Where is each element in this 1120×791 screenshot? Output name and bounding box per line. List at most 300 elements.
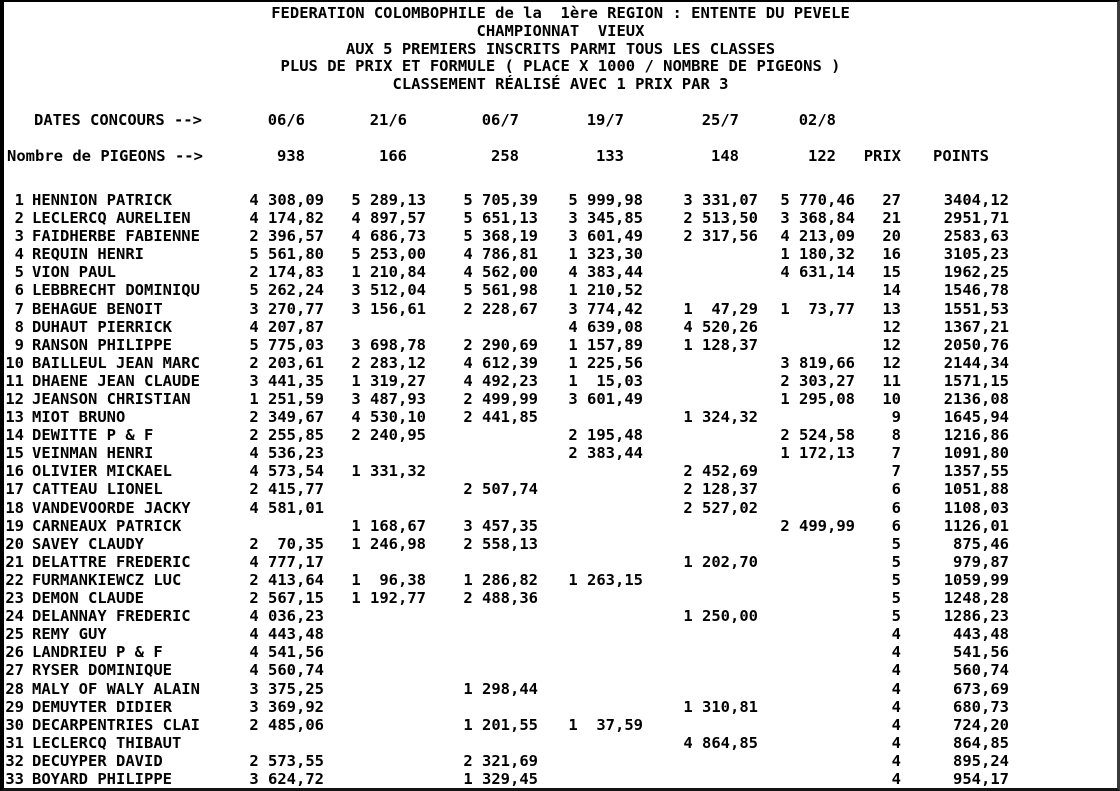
- filler-cell: [1009, 589, 1117, 607]
- result-cell: [643, 426, 758, 444]
- result-cell: 1 250,00: [683, 607, 759, 626]
- result-cell: 2 513,50: [683, 209, 759, 228]
- table-row: [4, 661, 1117, 679]
- table-row: [4, 191, 1117, 209]
- result-cell: [426, 607, 538, 625]
- result-cell: 1 210,84: [351, 263, 427, 282]
- result-cell: 3 368,84: [780, 209, 856, 228]
- pigeons-count-4: 133: [596, 146, 625, 165]
- result-cell: [426, 444, 538, 462]
- table-row: [4, 680, 1117, 698]
- rank-cell: 32: [5, 751, 24, 770]
- result-cell: 5 775,03: [249, 335, 325, 354]
- prix-cell: 20: [882, 227, 902, 246]
- points-column-header: POINTS: [933, 146, 990, 165]
- name-cell: CARNEAUX PATRICK: [32, 516, 182, 535]
- filler-cell: [1009, 191, 1117, 209]
- points-cell: 1248,28: [943, 589, 1010, 608]
- result-cell: 2 203,61: [249, 353, 325, 372]
- result-cell: 1 225,56: [568, 353, 644, 372]
- result-cell: 4 573,54: [249, 462, 325, 481]
- result-cell: 4 541,56: [249, 643, 325, 662]
- result-cell: [538, 770, 643, 788]
- rank-cell: 9: [14, 335, 24, 354]
- table-row: [4, 354, 1117, 372]
- points-cell: 895,24: [953, 751, 1010, 770]
- filler-cell: [1009, 680, 1117, 698]
- result-cell: 2 524,58: [780, 426, 856, 445]
- spacer-row: [4, 171, 1117, 191]
- result-cell: [758, 716, 855, 734]
- result-cell: 3 441,35: [249, 371, 325, 390]
- name-cell: RYSER DOMINIQUE: [32, 661, 172, 680]
- prix-cell: 6: [891, 480, 902, 499]
- result-cell: 5 561,98: [463, 281, 539, 300]
- result-cell: 2 283,12: [351, 353, 427, 372]
- result-cell: 1 168,67: [351, 516, 427, 535]
- result-cell: [643, 770, 758, 788]
- prix-cell: 16: [882, 245, 902, 264]
- filler-cell: [1009, 625, 1117, 643]
- filler-cell: [1009, 607, 1117, 625]
- result-cell: [758, 589, 855, 607]
- rank-cell: 27: [5, 661, 24, 680]
- prix-cell: 6: [891, 516, 902, 535]
- filler-cell: [1009, 535, 1117, 553]
- result-cell: 2 507,74: [463, 480, 539, 499]
- name-cell: DEMON CLAUDE: [32, 589, 144, 608]
- filler-cell: [1009, 227, 1117, 245]
- result-cell: [643, 372, 758, 390]
- table-row: [4, 499, 1117, 517]
- result-cell: [538, 553, 643, 571]
- pigeons-count-6: 122: [808, 146, 837, 165]
- points-cell: 2136,08: [943, 390, 1010, 409]
- result-cell: [758, 698, 855, 716]
- result-cell: 2 415,77: [249, 480, 325, 499]
- result-cell: [758, 336, 855, 354]
- result-cell: 3 375,25: [249, 679, 325, 698]
- name-cell: MIOT BRUNO: [32, 408, 126, 427]
- result-cell: [324, 499, 426, 517]
- filler-cell: [1009, 480, 1117, 498]
- name-cell: VION PAUL: [32, 263, 116, 282]
- result-cell: 1 96,38: [351, 570, 427, 589]
- result-cell: 3 345,85: [568, 209, 644, 228]
- result-cell: 5 368,19: [463, 227, 539, 246]
- result-cell: 5 561,80: [249, 245, 325, 264]
- result-cell: [538, 499, 643, 517]
- prix-cell: 14: [882, 281, 902, 300]
- filler-cell: [1009, 444, 1117, 462]
- result-cell: 4 777,17: [249, 552, 325, 571]
- result-cell: [643, 390, 758, 408]
- result-cell: 4 786,81: [463, 245, 539, 264]
- result-cell: 2 195,48: [568, 426, 644, 445]
- result-cell: 1 192,77: [351, 589, 427, 608]
- points-cell: 2144,34: [943, 353, 1010, 372]
- result-cell: [758, 535, 855, 553]
- points-cell: 1059,99: [943, 570, 1010, 589]
- rank-cell: 25: [5, 625, 24, 644]
- points-cell: 1051,88: [943, 480, 1010, 499]
- prix-cell: 13: [882, 299, 902, 318]
- result-cell: 2 413,64: [249, 570, 325, 589]
- points-cell: 954,17: [953, 769, 1010, 788]
- points-cell: 673,69: [953, 679, 1010, 698]
- table-row: [4, 318, 1117, 336]
- result-cell: 2 499,99: [463, 390, 539, 409]
- result-cell: [324, 734, 426, 752]
- result-cell: [324, 661, 426, 679]
- table-row: [4, 625, 1117, 643]
- prix-cell: 10: [882, 390, 902, 409]
- prix-cell: 8: [891, 426, 902, 445]
- name-cell: DECARPENTRIES CLAI: [32, 715, 200, 734]
- name-cell: VANDEVOORDE JACKY: [32, 498, 191, 517]
- result-cell: [538, 462, 643, 480]
- result-cell: 1 172,13: [780, 444, 856, 463]
- result-cell: 3 270,77: [249, 299, 325, 318]
- result-cell: [538, 408, 643, 426]
- name-cell: BOYARD PHILIPPE: [32, 769, 172, 788]
- name-cell: LECLERCQ AURELIEN: [32, 209, 191, 228]
- points-cell: 1962,25: [943, 263, 1010, 282]
- result-cell: 4 308,09: [249, 190, 325, 209]
- result-cell: [643, 263, 758, 281]
- date-concours-1: 06/6: [267, 110, 306, 129]
- filler-cell: [1009, 426, 1117, 444]
- points-cell: 680,73: [953, 697, 1010, 716]
- result-cell: 4 686,73: [351, 227, 427, 246]
- result-cell: 1 324,32: [683, 408, 759, 427]
- points-cell: 1091,80: [943, 444, 1010, 463]
- prix-cell: 21: [882, 209, 902, 228]
- result-cell: 2 452,69: [683, 462, 759, 481]
- result-cell: 4 213,09: [780, 227, 856, 246]
- result-cell: 2 485,06: [249, 715, 325, 734]
- result-cell: [758, 752, 855, 770]
- name-cell: SAVEY CLAUDY: [32, 534, 144, 553]
- results-table: [4, 109, 1117, 788]
- result-cell: [643, 281, 758, 299]
- result-cell: [324, 716, 426, 734]
- rank-cell: 29: [5, 697, 24, 716]
- result-cell: [538, 625, 643, 643]
- rank-cell: 28: [5, 679, 24, 698]
- result-cell: [538, 680, 643, 698]
- table-row: [4, 553, 1117, 571]
- date-concours-2: 21/6: [369, 110, 408, 129]
- result-cell: [538, 607, 643, 625]
- result-cell: [426, 499, 538, 517]
- result-cell: 1 128,37: [683, 335, 759, 354]
- rank-cell: 19: [5, 516, 24, 535]
- result-cell: 1 202,70: [683, 552, 759, 571]
- result-cell: [758, 680, 855, 698]
- points-cell: 979,87: [953, 552, 1010, 571]
- result-cell: [538, 734, 643, 752]
- rank-cell: 5: [14, 263, 24, 282]
- result-cell: 3 331,07: [683, 190, 759, 209]
- result-cell: 3 156,61: [351, 299, 427, 318]
- result-cell: [247, 517, 324, 535]
- result-cell: [426, 426, 538, 444]
- table-row: [4, 734, 1117, 752]
- result-cell: [643, 625, 758, 643]
- result-cell: [758, 281, 855, 299]
- result-cell: 1 310,81: [683, 697, 759, 716]
- result-cell: 2 290,69: [463, 335, 539, 354]
- rank-cell: 20: [5, 534, 24, 553]
- filler-cell: [1009, 336, 1117, 354]
- rank-cell: 16: [5, 462, 24, 481]
- filler-cell: [1009, 263, 1117, 281]
- table-row: [4, 752, 1117, 770]
- prix-cell: 4: [891, 643, 902, 662]
- pigeons-count-2: 166: [379, 146, 408, 165]
- result-cell: 1 157,89: [568, 335, 644, 354]
- result-cell: 4 639,08: [568, 317, 644, 336]
- result-cell: 4 536,23: [249, 444, 325, 463]
- filler-cell: [1009, 281, 1117, 299]
- name-cell: LANDRIEU P & F: [32, 643, 163, 662]
- result-cell: 4 036,23: [249, 607, 325, 626]
- result-cell: [324, 698, 426, 716]
- result-cell: [758, 499, 855, 517]
- name-cell: LECLERCQ THIBAUT: [32, 733, 182, 752]
- title-rule-inscrits: AUX 5 PREMIERS INSCRITS PARMI TOUS LES CLASSES: [345, 39, 776, 58]
- result-cell: [643, 661, 758, 679]
- result-cell: 3 512,04: [351, 281, 427, 300]
- points-cell: 3105,23: [943, 245, 1010, 264]
- table-row: [4, 408, 1117, 426]
- filler-cell: [1009, 770, 1117, 788]
- rank-cell: 14: [5, 426, 24, 445]
- points-cell: 560,74: [953, 661, 1010, 680]
- result-cell: 2 527,02: [683, 498, 759, 517]
- result-cell: 4 864,85: [683, 733, 759, 752]
- filler-cell: [1009, 462, 1117, 480]
- result-cell: [426, 661, 538, 679]
- result-cell: 2 499,99: [780, 516, 856, 535]
- result-cell: [538, 643, 643, 661]
- table-row: [4, 462, 1117, 480]
- name-cell: DELATTRE FREDERIC: [32, 552, 191, 571]
- result-cell: [324, 444, 426, 462]
- filler-cell: [1009, 716, 1117, 734]
- filler-cell: [1009, 661, 1117, 679]
- filler-cell: [1009, 245, 1117, 263]
- result-cell: 4 897,57: [351, 209, 427, 228]
- result-cell: [538, 752, 643, 770]
- result-cell: [758, 734, 855, 752]
- rank-cell: 6: [14, 281, 24, 300]
- result-cell: [643, 680, 758, 698]
- filler-cell: [1009, 499, 1117, 517]
- prix-column-header: PRIX: [863, 146, 902, 165]
- points-cell: 541,56: [953, 643, 1010, 662]
- filler-cell: [1009, 209, 1117, 227]
- result-cell: 3 601,49: [568, 227, 644, 246]
- name-cell: DECUYPER DAVID: [32, 751, 163, 770]
- prix-cell: 12: [882, 335, 902, 354]
- name-cell: FURMANKIEWCZ LUC: [32, 570, 182, 589]
- result-cell: [643, 444, 758, 462]
- title-federation: FEDERATION COLOMBOPHILE de la 1ère REGION : ENTENTE DU PEVELE: [271, 4, 850, 22]
- result-cell: 2 441,85: [463, 408, 539, 427]
- points-cell: 443,48: [953, 625, 1010, 644]
- result-cell: 4 443,48: [249, 625, 325, 644]
- prix-cell: 4: [891, 751, 902, 770]
- table-row: [4, 209, 1117, 227]
- result-cell: 2 349,67: [249, 408, 325, 427]
- result-cell: [324, 480, 426, 498]
- prix-cell: 6: [891, 498, 902, 517]
- result-cell: [324, 752, 426, 770]
- result-cell: 4 631,14: [780, 263, 856, 282]
- points-cell: 875,46: [953, 534, 1010, 553]
- result-cell: 4 174,82: [249, 209, 325, 228]
- filler-cell: [1009, 752, 1117, 770]
- dates-label: DATES CONCOURS -->: [34, 110, 202, 129]
- result-cell: 4 612,39: [463, 353, 539, 372]
- points-cell: 2050,76: [943, 335, 1010, 354]
- prix-cell: 7: [891, 462, 902, 481]
- points-cell: 1571,15: [943, 371, 1010, 390]
- prix-cell: 9: [891, 408, 902, 427]
- title-rule-formule: PLUS DE PRIX ET FORMULE ( PLACE X 1000 / NOMBRE DE PIGEONS ): [280, 57, 841, 76]
- result-cell: 1 73,77: [780, 299, 856, 318]
- result-cell: [324, 625, 426, 643]
- rank-cell: 31: [5, 733, 24, 752]
- result-cell: [538, 698, 643, 716]
- filler-cell: [1009, 517, 1117, 535]
- table-row: [4, 607, 1117, 625]
- table-row: [4, 281, 1117, 299]
- result-cell: [758, 480, 855, 498]
- result-cell: [758, 462, 855, 480]
- table-row: [4, 300, 1117, 318]
- result-cell: 1 323,30: [568, 245, 644, 264]
- result-cell: 1 319,27: [351, 371, 427, 390]
- table-row: [4, 426, 1117, 444]
- result-cell: 1 251,59: [249, 390, 325, 409]
- result-cell: 1 295,08: [780, 390, 856, 409]
- table-row: [4, 535, 1117, 553]
- result-cell: 5 262,24: [249, 281, 325, 300]
- prix-cell: 4: [891, 679, 902, 698]
- rank-cell: 1: [14, 190, 24, 209]
- filler-cell: [1009, 643, 1117, 661]
- points-cell: 3404,12: [943, 190, 1010, 209]
- prix-cell: 4: [891, 733, 902, 752]
- rank-cell: 15: [5, 444, 24, 463]
- result-cell: 2 228,67: [463, 299, 539, 318]
- filler-cell: [1009, 372, 1117, 390]
- rank-cell: 12: [5, 390, 24, 409]
- result-cell: [643, 589, 758, 607]
- rank-cell: 23: [5, 589, 24, 608]
- result-cell: 2 488,36: [463, 589, 539, 608]
- pigeons-row: [4, 135, 1117, 171]
- filler-cell: [1009, 318, 1117, 336]
- prix-cell: 4: [891, 715, 902, 734]
- points-cell: 724,20: [953, 715, 1010, 734]
- result-cell: [247, 734, 324, 752]
- table-row: [4, 263, 1117, 281]
- rank-cell: 21: [5, 552, 24, 571]
- prix-cell: 4: [891, 625, 902, 644]
- result-cell: 4 383,44: [568, 263, 644, 282]
- result-cell: 1 37,59: [568, 715, 644, 734]
- result-cell: [643, 571, 758, 589]
- rank-cell: 17: [5, 480, 24, 499]
- filler-cell: [1009, 390, 1117, 408]
- result-cell: [324, 770, 426, 788]
- prix-cell: 5: [891, 607, 902, 626]
- result-cell: 4 207,87: [249, 317, 325, 336]
- result-cell: 3 698,78: [351, 335, 427, 354]
- result-cell: [643, 245, 758, 263]
- result-cell: [758, 607, 855, 625]
- points-cell: 2951,71: [943, 209, 1010, 228]
- result-cell: 1 286,82: [463, 570, 539, 589]
- result-cell: [538, 517, 643, 535]
- name-cell: VEINMAN HENRI: [32, 444, 154, 463]
- points-cell: 1126,01: [943, 516, 1010, 535]
- result-cell: 2 573,55: [249, 751, 325, 770]
- points-cell: 1367,21: [943, 317, 1010, 336]
- rank-cell: 22: [5, 570, 24, 589]
- result-cell: 1 246,98: [351, 534, 427, 553]
- result-cell: 2 128,37: [683, 480, 759, 499]
- prix-cell: 4: [891, 697, 902, 716]
- result-cell: [643, 716, 758, 734]
- rank-cell: 30: [5, 715, 24, 734]
- result-cell: 1 180,32: [780, 245, 856, 264]
- filler-cell: [1009, 571, 1117, 589]
- name-cell: DUHAUT PIERRICK: [32, 317, 172, 336]
- result-cell: [643, 752, 758, 770]
- rank-cell: 7: [14, 299, 24, 318]
- pigeons-count-1: 938: [277, 146, 306, 165]
- points-cell: 864,85: [953, 733, 1010, 752]
- result-cell: [758, 625, 855, 643]
- table-row: [4, 716, 1117, 734]
- result-cell: [643, 535, 758, 553]
- date-concours-5: 25/7: [701, 110, 740, 129]
- result-cell: 2 321,69: [463, 751, 539, 770]
- prix-cell: 5: [891, 552, 902, 571]
- prix-cell: 5: [891, 534, 902, 553]
- result-cell: [324, 643, 426, 661]
- result-cell: [758, 571, 855, 589]
- table-row: [4, 517, 1117, 535]
- result-cell: [426, 625, 538, 643]
- result-cell: 2 255,85: [249, 426, 325, 445]
- prix-cell: 5: [891, 589, 902, 608]
- result-cell: 4 560,74: [249, 661, 325, 680]
- name-cell: HENNION PATRICK: [32, 190, 172, 209]
- result-cell: 1 210,52: [568, 281, 644, 300]
- prix-cell: 11: [882, 371, 902, 390]
- result-cell: 1 331,32: [351, 462, 427, 481]
- name-cell: FAIDHERBE FABIENNE: [32, 227, 200, 246]
- result-cell: 5 651,13: [463, 209, 539, 228]
- points-cell: 1546,78: [943, 281, 1010, 300]
- rank-cell: 11: [5, 371, 24, 390]
